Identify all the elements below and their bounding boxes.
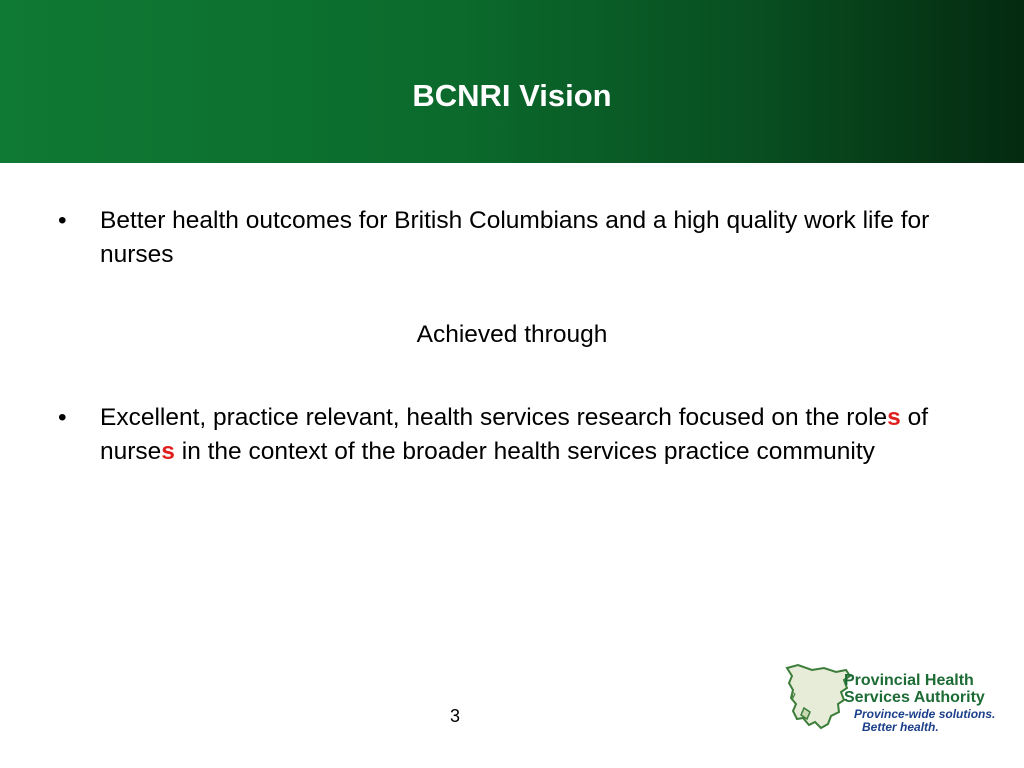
logo-tagline bbox=[854, 708, 995, 734]
bullet-marker: • bbox=[58, 207, 67, 234]
logo-name-line: Services Authority bbox=[844, 689, 985, 706]
title-banner bbox=[0, 0, 1024, 163]
page-number: 3 bbox=[449, 706, 460, 726]
bullet-text: Better health outcomes for British Columbians and a high quality work life for nurses bbox=[100, 207, 930, 268]
logo-name-line: Provincial Health bbox=[844, 672, 974, 689]
logo-tagline-line: Better health. bbox=[862, 720, 939, 734]
phsa-logo bbox=[784, 662, 1014, 734]
text-segment: in the context of the broader health services practice community bbox=[174, 438, 875, 465]
logo-wordmark bbox=[844, 672, 985, 706]
text-segment: Excellent, practice relevant, health services research focused on the role bbox=[100, 404, 888, 431]
highlighted-letter: s bbox=[161, 438, 175, 465]
bullet-marker: • bbox=[58, 404, 67, 431]
highlighted-letter: s bbox=[887, 404, 901, 431]
center-text: Achieved through bbox=[416, 321, 608, 348]
slide-title: BCNRI Vision bbox=[412, 78, 612, 113]
bullet-text bbox=[100, 401, 980, 469]
text-segment: of nurse bbox=[100, 404, 929, 465]
logo-tagline-line: Province-wide solutions. bbox=[854, 707, 996, 721]
